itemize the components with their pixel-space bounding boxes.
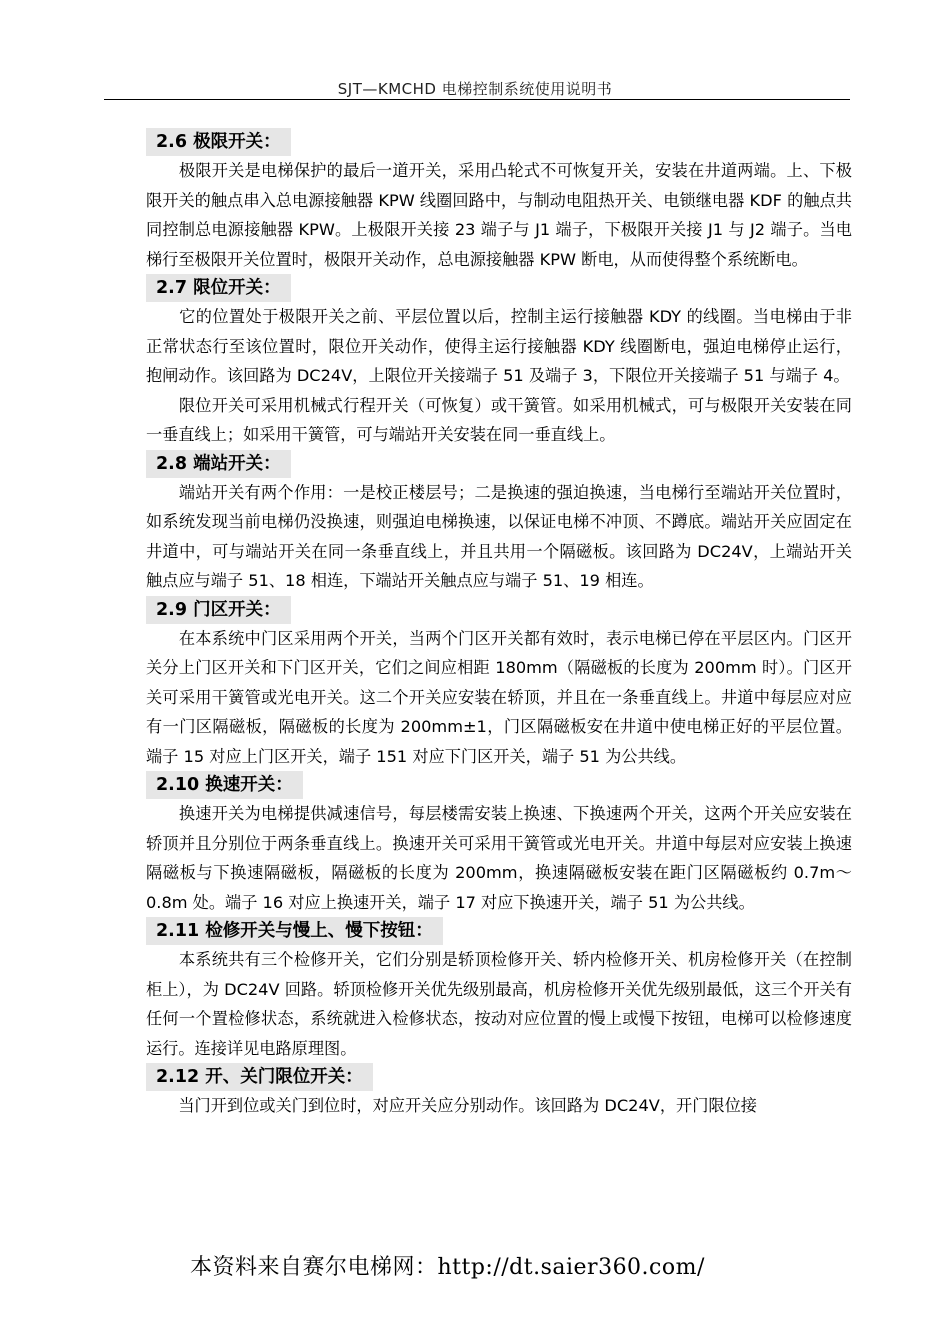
section-2-10 <box>146 771 852 917</box>
section-2-7 <box>146 274 852 450</box>
paragraph: 换速开关为电梯提供减速信号，每层楼需安装上换速、下换速两个开关，这两个开关应安装在轿顶并且分别位于两条垂直线上。换速开关可采用干簧管或光电开关。井道中每层对应安装上换速隔磁板与下换速隔磁板，隔磁板的长度为 200mm，换速隔磁板安装在距门区隔磁板约 0.7m～0.8m 处。端子 16 对应上换速开关，端子 17 对应下换速开关，端子 51 为公共线。 <box>146 804 852 912</box>
section-heading: 2.7 限位开关： <box>146 274 291 302</box>
paragraph: 它的位置处于极限开关之前、平层位置以后，控制主运行接触器 KDY 的线圈。当电梯由于非正常状态行至该位置时，限位开关动作，使得主运行接触器 KDY 线圈断电，强迫电梯停止运行，抱闸动作。该回路为 DC24V，上限位开关接端子 51 及端子 3，下限位开关接端子 51 与端子 4。 <box>146 307 852 385</box>
paragraph: 限位开关可采用机械式行程开关（可恢复）或干簧管。如采用机械式，可与极限开关安装在同一垂直线上；如采用干簧管，可与端站开关安装在同一垂直线上。 <box>146 395 852 444</box>
section-2-9 <box>146 596 852 772</box>
section-2-11 <box>146 917 852 1063</box>
section-heading: 2.11 检修开关与慢上、慢下按钮： <box>146 917 443 945</box>
header-rule <box>104 99 850 100</box>
section-heading: 2.8 端站开关： <box>146 450 291 478</box>
document-body <box>146 128 852 1121</box>
paragraph: 本系统共有三个检修开关，它们分别是轿顶检修开关、轿内检修开关、机房检修开关（在控制柜上），为 DC24V 回路。轿顶检修开关优先级别最高，机房检修开关优先级别最低，这三个开关有任何一个置检修状态，系统就进入检修状态，按动对应位置的慢上或慢下按钮，电梯可以检修速度运行。连接详见电路原理图。 <box>146 950 852 1058</box>
paragraph: 端站开关有两个作用：一是校正楼层号；二是换速的强迫换速，当电梯行至端站开关位置时，如系统发现当前电梯仍没换速，则强迫电梯换速，以保证电梯不冲顶、不蹲底。端站开关应固定在井道中，可与端站开关在同一条垂直线上，并且共用一个隔磁板。该回路为 DC24V，上端站开关触点应与端子 51、18 相连，下端站开关触点应与端子 51、19 相连。 <box>146 482 852 590</box>
section-2-12 <box>146 1063 852 1121</box>
footer-source-link[interactable]: 本资料来自赛尔电梯网：http://dt.saier360.com/ <box>190 1255 705 1280</box>
paragraph: 在本系统中门区采用两个开关，当两个门区开关都有效时，表示电梯已停在平层区内。门区开关分上门区开关和下门区开关，它们之间应相距 180mm（隔磁板的长度为 200mm 时）。门区开关可采用干簧管或光电开关。这二个开关应安装在轿顶，并且在一条垂直线上。井道中每层应对应有一门区隔磁板，隔磁板的长度为 200mm±1，门区隔磁板安在井道中使电梯正好的平层位置。端子 15 对应上门区开关，端子 151 对应下门区开关，端子 51 为公共线。 <box>146 628 852 766</box>
section-heading: 2.12 开、关门限位开关： <box>146 1063 373 1091</box>
section-heading: 2.9 门区开关： <box>146 596 291 624</box>
page-header: SJT—KMCHD 电梯控制系统使用说明书 <box>337 80 613 98</box>
section-2-6 <box>146 128 852 274</box>
paragraph: 当门开到位或关门到位时，对应开关应分别动作。该回路为 DC24V，开门限位接 <box>146 1096 757 1115</box>
paragraph: 极限开关是电梯保护的最后一道开关，采用凸轮式不可恢复开关，安装在井道两端。上、下极限开关的触点串入总电源接触器 KPW 线圈回路中，与制动电阻热开关、电锁继电器 KDF 的触点共同控制总电源接触器 KPW。上极限开关接 23 端子与 J1 端子，下极限开关接 J1 与 J2 端子。当电梯行至极限开关位置时，极限开关动作，总电源接触器 KPW 断电，从而使得整个系统断电。 <box>146 161 852 269</box>
section-heading: 2.10 换速开关： <box>146 771 303 799</box>
section-2-8 <box>146 450 852 596</box>
section-heading: 2.6 极限开关： <box>146 128 291 156</box>
